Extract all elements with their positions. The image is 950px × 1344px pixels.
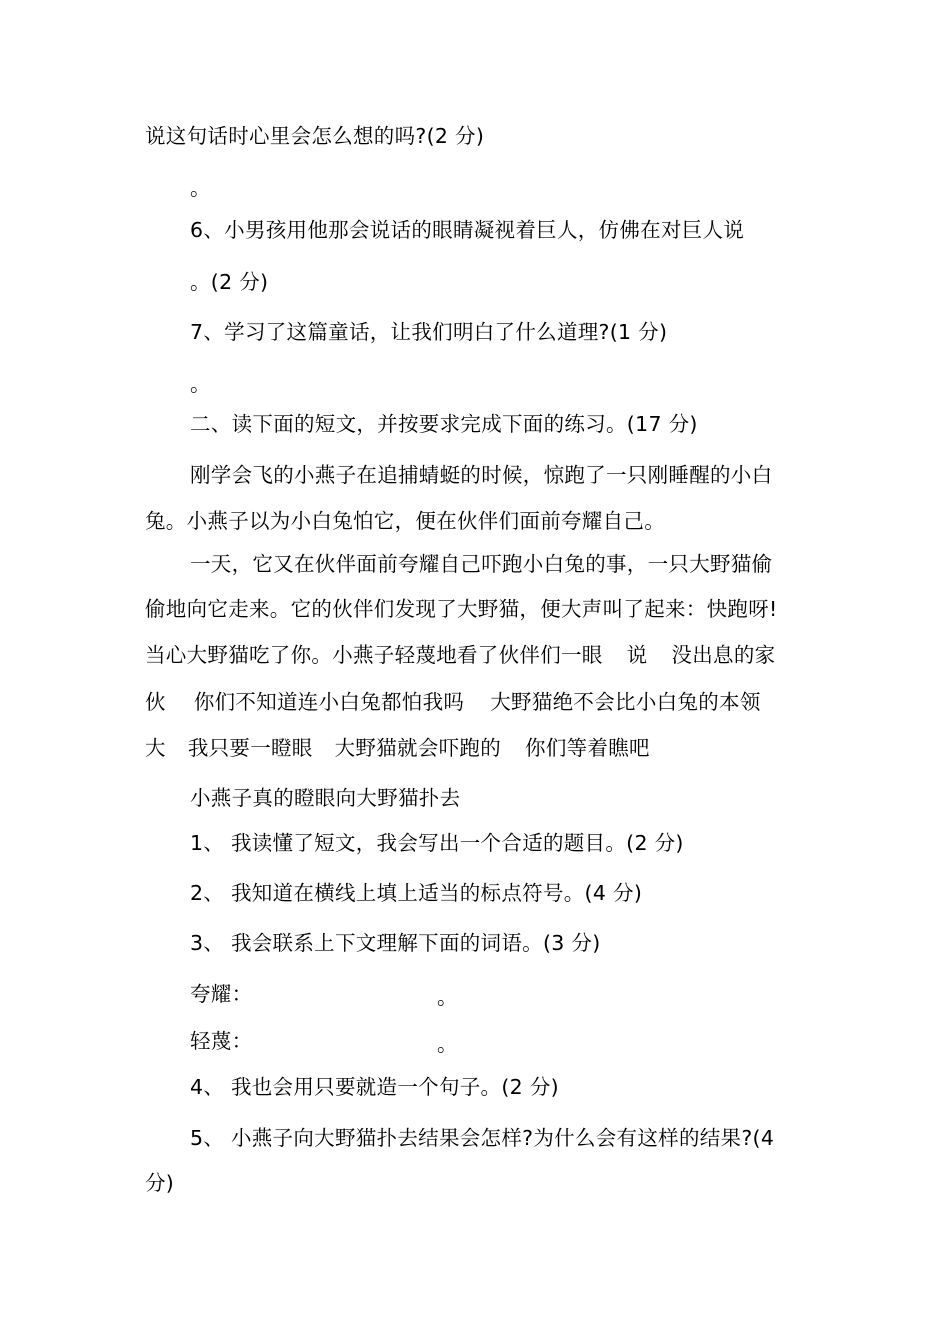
- text-line: 说这句话时心里会怎么想的吗?(2 分): [145, 124, 485, 148]
- question-6: 6、小男孩用他那会说话的眼睛凝视着巨人，仿佛在对巨人说: [190, 218, 745, 242]
- passage-segment: 我只要一瞪眼: [187, 736, 313, 760]
- text-line: 。(2 分): [190, 270, 269, 294]
- passage-line: 兔。小燕子以为小白兔怕它，便在伙伴们面前夸耀自己。: [145, 509, 665, 533]
- passage-segment: 伙: [145, 690, 166, 714]
- exercise-2: 2、 我知道在横线上填上适当的标点符号。(4 分): [190, 881, 643, 905]
- exercise-1: 1、 我读懂了短文，我会写出一个合适的题目。(2 分): [190, 831, 684, 855]
- passage-segment: 大野猫绝不会比小白兔的本领: [490, 690, 761, 714]
- passage-line: 刚学会飞的小燕子在追捕蜻蜓的时候，惊跑了一只刚睡醒的小白: [190, 463, 773, 487]
- passage-line: 小燕子真的瞪眼向大野猫扑去: [190, 786, 461, 810]
- text-line: 分): [145, 1171, 175, 1195]
- passage-segment: 说: [626, 643, 648, 667]
- vocab-end: 。: [437, 1032, 458, 1056]
- section-heading: 二、读下面的短文，并按要求完成下面的练习。(17 分): [190, 412, 698, 436]
- text-line: 。: [190, 176, 211, 200]
- passage-segment: 大野猫就会吓跑的: [334, 736, 502, 760]
- exercise-5: 5、 小燕子向大野猫扑去结果会怎样?为什么会有这样的结果?(4: [190, 1126, 775, 1150]
- exercise-3: 3、 我会联系上下文理解下面的词语。(3 分): [190, 931, 601, 955]
- passage-line: [145, 688, 761, 716]
- exercise-4: 4、 我也会用只要就造一个句子。(2 分): [190, 1075, 559, 1099]
- passage-segment: 你们不知道连小白兔都怕我吗: [193, 690, 465, 714]
- passage-line: [145, 641, 775, 669]
- vocab-end: 。: [437, 985, 458, 1009]
- passage-line: 偷地向它走来。它的伙伴们发现了大野猫，便大声叫了起来：快跑呀!: [145, 597, 778, 621]
- passage-line: [145, 734, 650, 762]
- passage-segment: 没出息的家: [671, 643, 776, 667]
- vocab-label: 夸耀：: [190, 982, 253, 1006]
- vocab-label: 轻蔑：: [190, 1029, 253, 1053]
- passage-segment: 大: [145, 736, 166, 760]
- passage-segment: 你们等着瞧吧: [525, 736, 650, 760]
- text-line: 。: [190, 372, 211, 396]
- passage-line: 一天，它又在伙伴面前夸耀自己吓跑小白兔的事，一只大野猫偷: [190, 552, 773, 576]
- question-7: 7、学习了这篇童话，让我们明白了什么道理?(1 分): [190, 320, 668, 344]
- passage-segment: 当心大野猫吃了你。小燕子轻蔑地看了伙伴们一眼: [145, 643, 603, 667]
